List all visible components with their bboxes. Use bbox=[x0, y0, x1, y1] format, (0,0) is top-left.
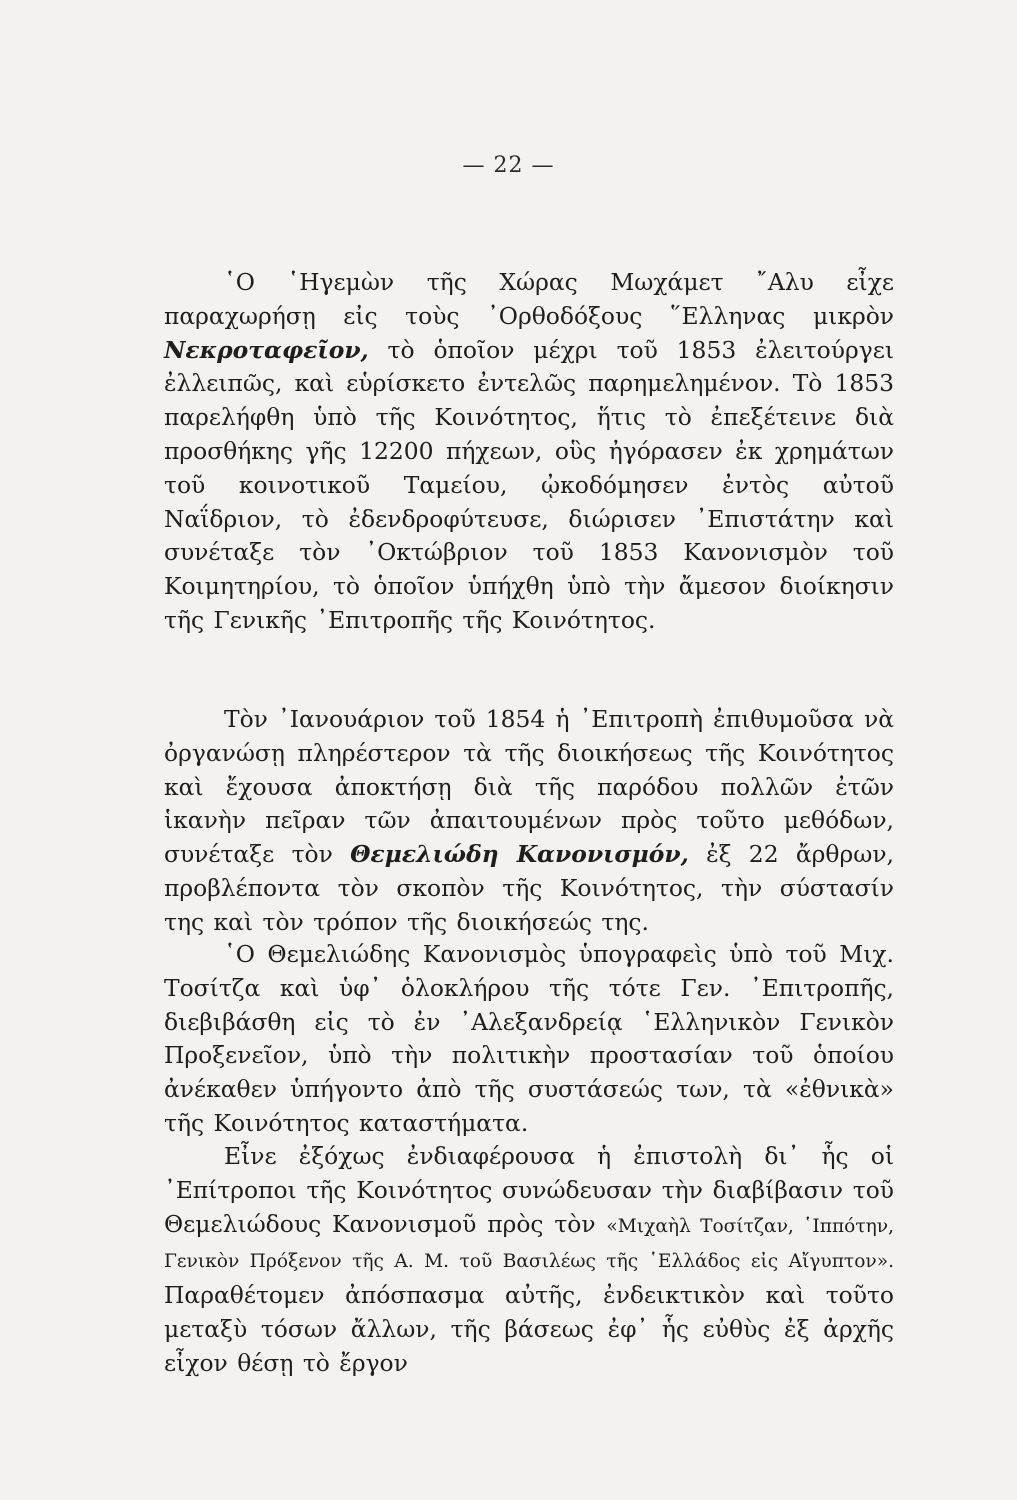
paragraph-4-block bbox=[164, 1140, 894, 1381]
paragraph-2 bbox=[164, 703, 894, 940]
paragraph-1-text-a: ῾Ο ῾Ηγεμὼν τῆς Χώρας Μωχάμετ ῎Αλυ εἶχε παραχωρήσῃ εἰς τοὺς ᾿Ορθοδόξους ῞Ελληνας μικρὸν bbox=[164, 268, 894, 330]
paragraph-2-text-b: ἐξ 22 ἄρθρων, προβλέποντα τὸν σκοπὸν τῆς Κοινότητος, τὴν σύστασίν της καὶ τὸν τρόπον τῆς διοικήσεώς της. bbox=[164, 840, 894, 936]
paragraph-4-text-b: Παραθέτομεν ἀπόσπασμα αὐτῆς, ἐνδεικτικὸν καὶ τοῦτο μεταξὺ τόσων ἄλλων, τῆς βάσεως ἐφ᾿ ἧς εὐθὺς ἐξ ἀρχῆς εἶχον θέσῃ τὸ ἔργον bbox=[164, 1281, 894, 1377]
paragraph-1-block bbox=[164, 266, 894, 638]
paragraph-4-address-quote: «Μιχαὴλ Τοσίτζαν, ῾Ιππότην, Γενικὸν Πρόξενον τῆς Α. Μ. τοῦ Βασιλέως τῆς ῾Ελλάδος εἰς Αἴγυπτον». bbox=[164, 1215, 894, 1273]
paragraph-1 bbox=[164, 266, 894, 638]
paragraph-1-text-b: τὸ ὁποῖον μέχρι τοῦ 1853 ἐλειτούργει ἐλλειπῶς, καὶ εὑρίσκετο ἐντελῶς παρημελημένον. Τὸ 1853 παρελήφθη ὑπὸ τῆς Κοινότητος, ἥτις τὸ ἐπεξέτεινε διὰ προσθήκης γῆς 12200 πήχεων, οὓς ἠγόρασεν ἐκ χρημάτων τοῦ κοινοτικοῦ Ταμείου, ᾠκοδόμησεν ἐντὸς αὐτοῦ Ναΐδριον, τὸ ἐδενδροφύτευσε, διώρισεν ᾿Επιστάτην καὶ συνέταξε τὸν ᾿Οκτώβριον τοῦ 1853 Κανονισμὸν τοῦ Κοιμητηρίου, τὸ ὁποῖον ὑπήχθη ὑπὸ τὴν ἄμεσον διοίκησιν τῆς Γενικῆς ᾿Επιτροπῆς τῆς Κοινότητος. bbox=[164, 335, 894, 634]
paragraph-3-text: ῾Ο Θεμελιώδης Κανονισμὸς ὑπογραφεὶς ὑπὸ τοῦ Μιχ. Τοσίτζα καὶ ὑφ᾿ ὁλοκλήρου τῆς τότε Γεν. ᾿Επιτροπῆς, διεβιβάσθη εἰς τὸ ἐν ᾿Αλεξανδρείᾳ ῾Ελληνικὸν Γενικὸν Προξενεῖον, ὑπὸ τὴν πολιτικὴν προστασίαν τοῦ ὁποίου ἀνέκαθεν ὑπήγοντο ἀπὸ τῆς συστάσεώς των, τὰ «ἐθνικὰ» τῆς Κοινότητος καταστήματα. bbox=[164, 940, 894, 1137]
paragraph-2-emphasis: Θεμελιώδη Κανονισμόν, bbox=[350, 840, 689, 869]
paragraph-2-text-a: Τὸν ᾿Ιανουάριον τοῦ 1854 ἡ ᾿Επιτροπὴ ἐπιθυμοῦσα νὰ ὀργανώσῃ πληρέστερον τὰ τῆς διοικήσεως τῆς Κοινότητος καὶ ἔχουσα ἀποκτήσῃ διὰ τῆς παρόδου πολλῶν ἐτῶν ἱκανὴν πεῖραν τῶν ἀπαιτουμένων πρὸς τοῦτο μεθόδων, συνέταξε τὸν bbox=[164, 705, 894, 869]
paragraph-3 bbox=[164, 938, 894, 1141]
paragraph-3-block bbox=[164, 938, 894, 1141]
paragraph-4-text-a: Εἶνε ἐξόχως ἐνδιαφέρουσα ἡ ἐπιστολὴ δι᾿ ἧς οἱ ᾿Επίτροποι τῆς Κοινότητος συνώδευσαν τὴν διαβίβασιν τοῦ Θεμελιώδους Κανονισμοῦ πρὸς τὸν bbox=[164, 1142, 894, 1238]
paragraph-4 bbox=[164, 1140, 894, 1381]
paragraph-2-block bbox=[164, 703, 894, 940]
page-number: — 22 — bbox=[462, 153, 555, 178]
paragraph-1-emphasis: Νεκροταφεῖον, bbox=[164, 335, 369, 364]
